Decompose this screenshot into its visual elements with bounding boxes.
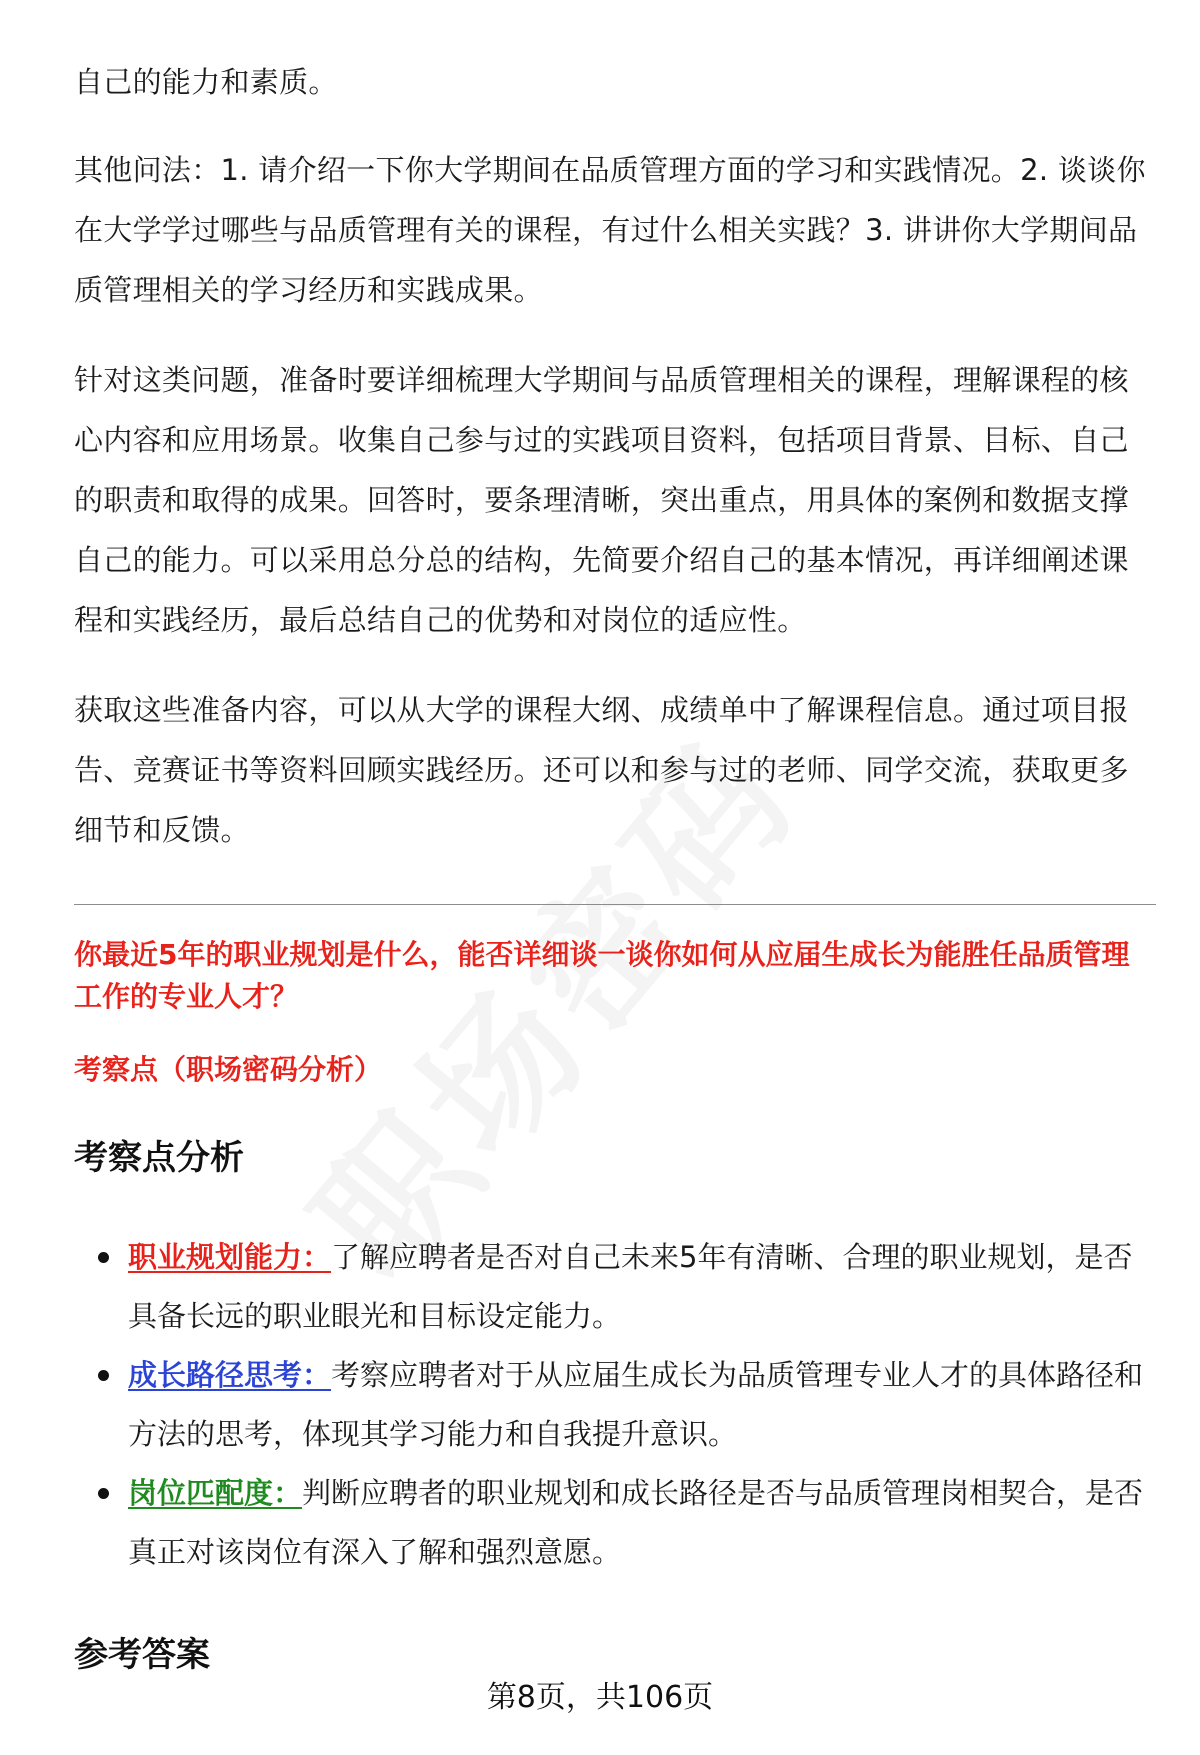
answer-heading: 参考答案 <box>74 1635 210 1675</box>
analysis-heading: 考察点分析 <box>74 1138 244 1178</box>
bullet-keyword[interactable]: 职业规划能力： <box>128 1240 332 1274</box>
paragraph-sources: 获取这些准备内容，可以从大学的课程大纲、成绩单中了解课程信息。通过项目报告、竞赛证书等资料回顾实践经历。还可以和参与过的老师、同学交流，获取更多细节和反馈。 <box>74 693 1129 847</box>
analysis-list <box>74 1228 1156 1582</box>
bullet-text: 考察应聘者对于从应届生成长为品质管理专业人才的具体路径和方法的思考，体现其学习能力和自我提升意识。 <box>128 1358 1144 1451</box>
bullet-text: 了解应聘者是否对自己未来5年有清晰、合理的职业规划，是否具备长远的职业眼光和目标设定能力。 <box>128 1240 1133 1333</box>
list-item <box>74 1346 1156 1464</box>
bullet-keyword[interactable]: 岗位匹配度： <box>128 1476 303 1510</box>
bullet-icon <box>98 1252 109 1263</box>
bullet-icon <box>98 1370 109 1381</box>
interview-question: 你最近5年的职业规划是什么，能否详细谈一谈你如何从应届生成长为能胜任品质管理工作的专业人才？ <box>74 938 1130 1013</box>
paragraph-other-phrasings: 其他问法：1. 请介绍一下你大学期间在品质管理方面的学习和实践情况。2. 谈谈你在大学学过哪些与品质管理有关的课程，有过什么相关实践？3. 讲讲你大学期间品质管理相关的学习经历和实践成果。 <box>74 153 1146 307</box>
section-divider <box>74 904 1156 905</box>
list-item <box>74 1228 1156 1346</box>
bullet-keyword[interactable]: 成长路径思考： <box>128 1358 332 1392</box>
page-number: 第8页，共106页 <box>486 1680 714 1715</box>
bullet-icon <box>98 1488 109 1499</box>
exam-point-label: 考察点（职场密码分析） <box>74 1053 383 1086</box>
body-text <box>74 0 1156 860</box>
list-item <box>74 1464 1156 1582</box>
paragraph-continuation: 自己的能力和素质。 <box>74 65 338 99</box>
paragraph-preparation-advice: 针对这类问题，准备时要详细梳理大学期间与品质管理相关的课程，理解课程的核心内容和应用场景。收集自己参与过的实践项目资料，包括项目背景、目标、自己的职责和取得的成果。回答时，要条理清晰，突出重点，用具体的案例和数据支撑自己的能力。可以采用总分总的结构，先简要介绍自己的基本情况，再详细阐述课程和实践经历，最后总结自己的优势和对岗位的适应性。 <box>74 363 1129 637</box>
bullet-text: 判断应聘者的职业规划和成长路径是否与品质管理岗相契合，是否真正对该岗位有深入了解和强烈意愿。 <box>128 1476 1144 1569</box>
